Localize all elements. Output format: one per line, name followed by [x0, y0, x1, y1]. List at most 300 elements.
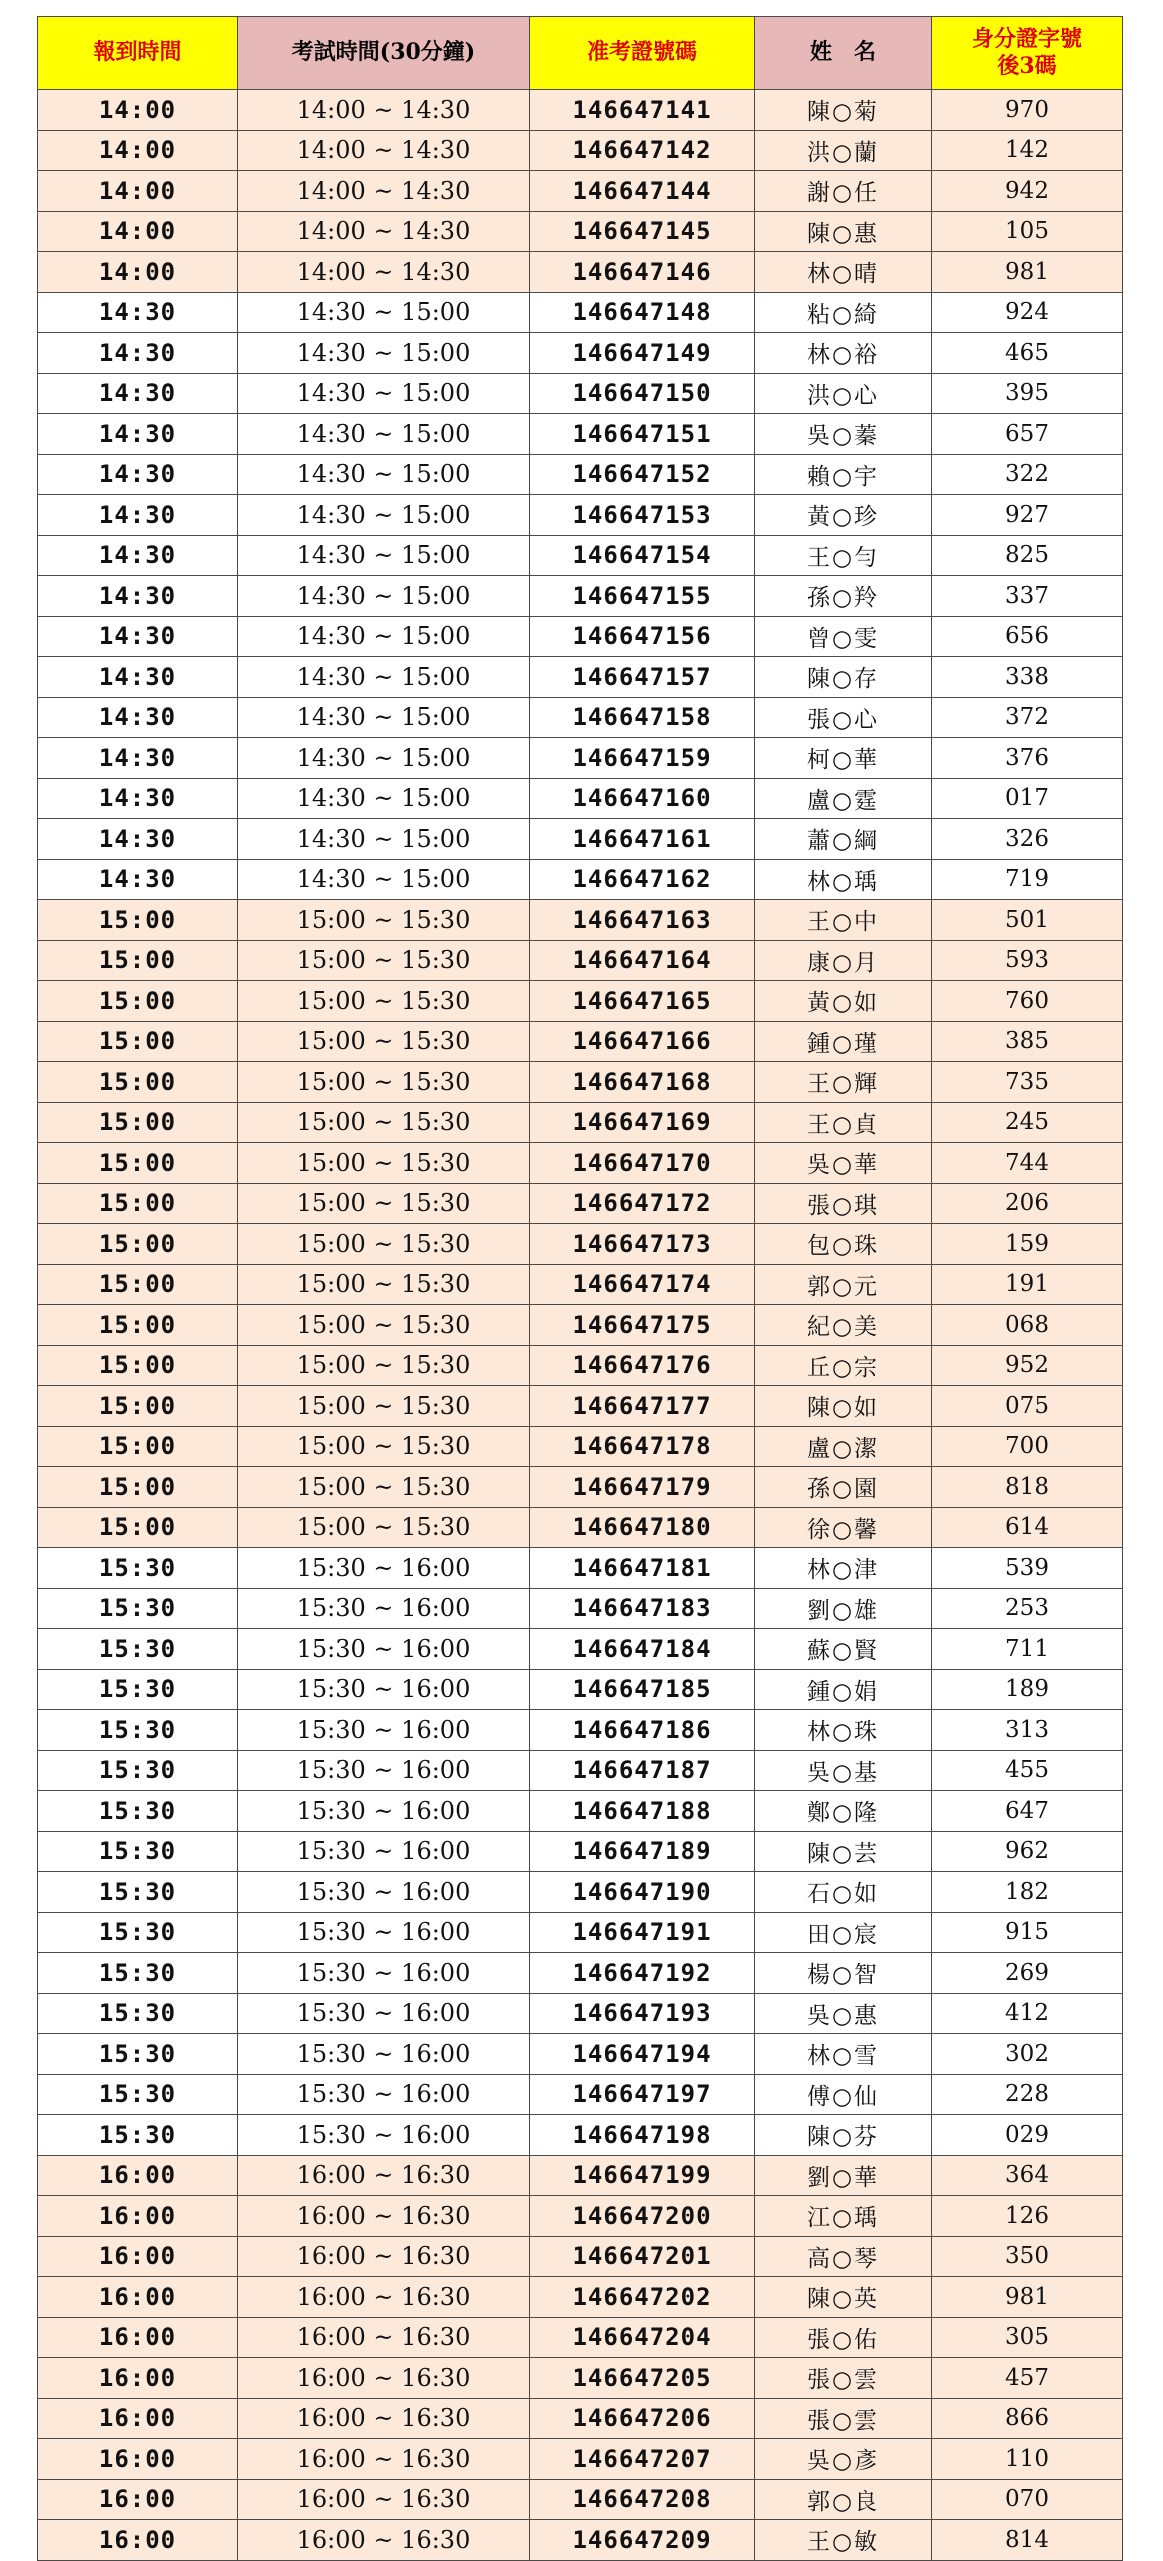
name-cell: 林○裕: [755, 333, 932, 374]
name-cell: 蘇○賢: [755, 1629, 932, 1670]
name-cell: 蕭○綱: [755, 819, 932, 860]
id-last3-cell: 338: [932, 657, 1123, 698]
ticket-number-cell: 146647192: [530, 1953, 755, 1994]
table-row: [38, 2358, 1123, 2399]
table-row: [38, 2398, 1123, 2439]
table-row: [38, 1305, 1123, 1346]
table-row: [38, 2034, 1123, 2075]
table-row: [38, 697, 1123, 738]
report-time-cell: 15:30: [38, 1791, 238, 1832]
ticket-number-cell: 146647151: [530, 414, 755, 455]
ticket-number-cell: 146647207: [530, 2439, 755, 2480]
exam-time-cell: 14:30 ~ 15:00: [238, 333, 530, 374]
id-last3-cell: 326: [932, 819, 1123, 860]
exam-time-cell: 15:00 ~ 15:30: [238, 1224, 530, 1265]
ticket-number-cell: 146647190: [530, 1872, 755, 1913]
report-time-cell: 15:00: [38, 900, 238, 941]
exam-time-cell: 15:30 ~ 16:00: [238, 1993, 530, 2034]
table-row: [38, 738, 1123, 779]
name-cell: 傅○仙: [755, 2074, 932, 2115]
exam-time-cell: 14:30 ~ 15:00: [238, 576, 530, 617]
report-time-cell: 15:00: [38, 981, 238, 1022]
report-time-cell: 16:00: [38, 2236, 238, 2277]
name-cell: 陳○菊: [755, 90, 932, 131]
exam-time-cell: 15:00 ~ 15:30: [238, 1305, 530, 1346]
ticket-number-cell: 146647176: [530, 1345, 755, 1386]
exam-time-cell: 14:00 ~ 14:30: [238, 252, 530, 293]
name-cell: 吳○彥: [755, 2439, 932, 2480]
report-time-cell: 15:30: [38, 2034, 238, 2075]
ticket-number-cell: 146647170: [530, 1143, 755, 1184]
table-row: [38, 1953, 1123, 1994]
ticket-number-cell: 146647179: [530, 1467, 755, 1508]
id-last3-cell: 302: [932, 2034, 1123, 2075]
id-last3-cell: 647: [932, 1791, 1123, 1832]
exam-time-cell: 15:30 ~ 16:00: [238, 2115, 530, 2156]
name-cell: 王○輝: [755, 1062, 932, 1103]
exam-time-cell: 14:30 ~ 15:00: [238, 616, 530, 657]
ticket-number-cell: 146647149: [530, 333, 755, 374]
name-cell: 田○宸: [755, 1912, 932, 1953]
ticket-number-cell: 146647161: [530, 819, 755, 860]
name-cell: 賴○宇: [755, 454, 932, 495]
ticket-number-cell: 146647204: [530, 2317, 755, 2358]
id-last3-cell: 915: [932, 1912, 1123, 1953]
name-cell: 劉○雄: [755, 1588, 932, 1629]
name-cell: 王○勻: [755, 535, 932, 576]
id-last3-cell: 970: [932, 90, 1123, 131]
table-row: [38, 1467, 1123, 1508]
table-row: [38, 2074, 1123, 2115]
id-last3-cell: 962: [932, 1831, 1123, 1872]
ticket-number-cell: 146647177: [530, 1386, 755, 1427]
exam-time-cell: 15:30 ~ 16:00: [238, 1548, 530, 1589]
table-row: [38, 900, 1123, 941]
ticket-number-cell: 146647201: [530, 2236, 755, 2277]
id-last3-cell: 105: [932, 211, 1123, 252]
name-cell: 鍾○瑾: [755, 1021, 932, 1062]
id-last3-cell: 981: [932, 2277, 1123, 2318]
ticket-number-cell: 146647148: [530, 292, 755, 333]
table-row: [38, 1912, 1123, 1953]
report-time-cell: 15:30: [38, 1588, 238, 1629]
exam-time-cell: 14:30 ~ 15:00: [238, 535, 530, 576]
ticket-number-cell: 146647181: [530, 1548, 755, 1589]
name-cell: 丘○宗: [755, 1345, 932, 1386]
exam-time-cell: 15:00 ~ 15:30: [238, 1264, 530, 1305]
name-cell: 黃○珍: [755, 495, 932, 536]
exam-time-cell: 16:00 ~ 16:30: [238, 2196, 530, 2237]
ticket-number-cell: 146647141: [530, 90, 755, 131]
name-cell: 鄭○隆: [755, 1791, 932, 1832]
name-cell: 謝○任: [755, 171, 932, 212]
exam-time-cell: 14:30 ~ 15:00: [238, 657, 530, 698]
ticket-number-cell: 146647209: [530, 2520, 755, 2561]
id-last3-cell: 981: [932, 252, 1123, 293]
id-last3-cell: 385: [932, 1021, 1123, 1062]
ticket-number-cell: 146647199: [530, 2155, 755, 2196]
ticket-number-cell: 146647154: [530, 535, 755, 576]
report-time-cell: 16:00: [38, 2358, 238, 2399]
ticket-number-cell: 146647172: [530, 1183, 755, 1224]
report-time-cell: 14:30: [38, 454, 238, 495]
table-row: [38, 1588, 1123, 1629]
table-row: [38, 1021, 1123, 1062]
header-id-last3-line1: 身分證字號: [971, 25, 1082, 52]
table-row: [38, 1183, 1123, 1224]
name-cell: 孫○羚: [755, 576, 932, 617]
ticket-number-cell: 146647153: [530, 495, 755, 536]
id-last3-cell: 814: [932, 2520, 1123, 2561]
exam-time-cell: 14:30 ~ 15:00: [238, 819, 530, 860]
table-row: [38, 859, 1123, 900]
name-cell: 張○心: [755, 697, 932, 738]
name-cell: 林○晴: [755, 252, 932, 293]
name-cell: 紀○美: [755, 1305, 932, 1346]
exam-time-cell: 16:00 ~ 16:30: [238, 2520, 530, 2561]
exam-time-cell: 14:30 ~ 15:00: [238, 778, 530, 819]
exam-time-cell: 15:30 ~ 16:00: [238, 1588, 530, 1629]
report-time-cell: 14:00: [38, 211, 238, 252]
table-row: [38, 2439, 1123, 2480]
table-row: [38, 1750, 1123, 1791]
table-row: [38, 292, 1123, 333]
exam-time-cell: 15:30 ~ 16:00: [238, 2034, 530, 2075]
exam-time-cell: 16:00 ~ 16:30: [238, 2358, 530, 2399]
exam-schedule-table: [37, 16, 1123, 2561]
report-time-cell: 15:30: [38, 1629, 238, 1670]
report-time-cell: 16:00: [38, 2520, 238, 2561]
exam-time-cell: 15:30 ~ 16:00: [238, 2074, 530, 2115]
exam-time-cell: 15:00 ~ 15:30: [238, 1507, 530, 1548]
header-report-time: 報到時間: [38, 17, 238, 90]
name-cell: 康○月: [755, 940, 932, 981]
report-time-cell: 14:00: [38, 171, 238, 212]
id-last3-cell: 364: [932, 2155, 1123, 2196]
report-time-cell: 15:30: [38, 1669, 238, 1710]
exam-time-cell: 16:00 ~ 16:30: [238, 2277, 530, 2318]
id-last3-cell: 372: [932, 697, 1123, 738]
name-cell: 林○雪: [755, 2034, 932, 2075]
report-time-cell: 15:30: [38, 1872, 238, 1913]
table-row: [38, 171, 1123, 212]
exam-time-cell: 14:30 ~ 15:00: [238, 697, 530, 738]
exam-time-cell: 14:30 ~ 15:00: [238, 414, 530, 455]
report-time-cell: 15:00: [38, 1183, 238, 1224]
name-cell: 楊○智: [755, 1953, 932, 1994]
table-row: [38, 373, 1123, 414]
id-last3-cell: 501: [932, 900, 1123, 941]
table-row: [38, 414, 1123, 455]
table-row: [38, 657, 1123, 698]
id-last3-cell: 322: [932, 454, 1123, 495]
name-cell: 王○敏: [755, 2520, 932, 2561]
exam-time-cell: 15:00 ~ 15:30: [238, 1021, 530, 1062]
exam-time-cell: 15:00 ~ 15:30: [238, 1062, 530, 1103]
table-row: [38, 1426, 1123, 1467]
id-last3-cell: 818: [932, 1467, 1123, 1508]
table-row: [38, 211, 1123, 252]
report-time-cell: 15:00: [38, 1426, 238, 1467]
name-cell: 陳○芸: [755, 1831, 932, 1872]
id-last3-cell: 539: [932, 1548, 1123, 1589]
exam-time-cell: 14:30 ~ 15:00: [238, 292, 530, 333]
table-row: [38, 1507, 1123, 1548]
report-time-cell: 14:30: [38, 373, 238, 414]
report-time-cell: 16:00: [38, 2155, 238, 2196]
report-time-cell: 15:30: [38, 1750, 238, 1791]
ticket-number-cell: 146647165: [530, 981, 755, 1022]
report-time-cell: 15:00: [38, 1224, 238, 1265]
id-last3-cell: 866: [932, 2398, 1123, 2439]
exam-time-cell: 15:00 ~ 15:30: [238, 1386, 530, 1427]
name-cell: 柯○華: [755, 738, 932, 779]
id-last3-cell: 927: [932, 495, 1123, 536]
table-row: [38, 1224, 1123, 1265]
id-last3-cell: 593: [932, 940, 1123, 981]
name-cell: 曾○雯: [755, 616, 932, 657]
ticket-number-cell: 146647186: [530, 1710, 755, 1751]
report-time-cell: 15:00: [38, 1264, 238, 1305]
exam-time-cell: 14:00 ~ 14:30: [238, 130, 530, 171]
report-time-cell: 15:00: [38, 1345, 238, 1386]
name-cell: 王○貞: [755, 1102, 932, 1143]
exam-time-cell: 16:00 ~ 16:30: [238, 2236, 530, 2277]
name-cell: 江○瑀: [755, 2196, 932, 2237]
report-time-cell: 14:00: [38, 130, 238, 171]
report-time-cell: 15:30: [38, 1831, 238, 1872]
table-row: [38, 1791, 1123, 1832]
ticket-number-cell: 146647202: [530, 2277, 755, 2318]
table-row: [38, 2155, 1123, 2196]
exam-time-cell: 15:30 ~ 16:00: [238, 1912, 530, 1953]
exam-time-cell: 14:00 ~ 14:30: [238, 90, 530, 131]
ticket-number-cell: 146647159: [530, 738, 755, 779]
report-time-cell: 15:00: [38, 1305, 238, 1346]
table-row: [38, 535, 1123, 576]
id-last3-cell: 735: [932, 1062, 1123, 1103]
name-cell: 盧○霆: [755, 778, 932, 819]
exam-time-cell: 15:00 ~ 15:30: [238, 1426, 530, 1467]
ticket-number-cell: 146647150: [530, 373, 755, 414]
name-cell: 洪○蘭: [755, 130, 932, 171]
ticket-number-cell: 146647200: [530, 2196, 755, 2237]
report-time-cell: 15:30: [38, 1548, 238, 1589]
exam-time-cell: 15:00 ~ 15:30: [238, 1467, 530, 1508]
report-time-cell: 15:00: [38, 1102, 238, 1143]
name-cell: 包○珠: [755, 1224, 932, 1265]
name-cell: 吳○華: [755, 1143, 932, 1184]
report-time-cell: 15:00: [38, 1507, 238, 1548]
table-row: [38, 1345, 1123, 1386]
table-row: [38, 2520, 1123, 2561]
exam-time-cell: 15:30 ~ 16:00: [238, 1953, 530, 1994]
report-time-cell: 16:00: [38, 2317, 238, 2358]
table-row: [38, 495, 1123, 536]
report-time-cell: 15:30: [38, 1710, 238, 1751]
id-last3-cell: 245: [932, 1102, 1123, 1143]
table-row: [38, 1264, 1123, 1305]
id-last3-cell: 656: [932, 616, 1123, 657]
report-time-cell: 15:00: [38, 1062, 238, 1103]
name-cell: 洪○心: [755, 373, 932, 414]
id-last3-cell: 455: [932, 1750, 1123, 1791]
id-last3-cell: 253: [932, 1588, 1123, 1629]
name-cell: 盧○潔: [755, 1426, 932, 1467]
name-cell: 林○津: [755, 1548, 932, 1589]
table-row: [38, 1548, 1123, 1589]
id-last3-cell: 395: [932, 373, 1123, 414]
name-cell: 黃○如: [755, 981, 932, 1022]
exam-time-cell: 15:30 ~ 16:00: [238, 1669, 530, 1710]
header-id-last3: [932, 17, 1123, 90]
report-time-cell: 14:30: [38, 859, 238, 900]
table-row: [38, 1993, 1123, 2034]
name-cell: 石○如: [755, 1872, 932, 1913]
ticket-number-cell: 146647175: [530, 1305, 755, 1346]
exam-time-cell: 14:00 ~ 14:30: [238, 171, 530, 212]
ticket-number-cell: 146647197: [530, 2074, 755, 2115]
name-cell: 孫○園: [755, 1467, 932, 1508]
id-last3-cell: 126: [932, 2196, 1123, 2237]
name-cell: 粘○綺: [755, 292, 932, 333]
ticket-number-cell: 146647173: [530, 1224, 755, 1265]
id-last3-cell: 313: [932, 1710, 1123, 1751]
table-row: [38, 130, 1123, 171]
ticket-number-cell: 146647208: [530, 2479, 755, 2520]
id-last3-cell: 412: [932, 1993, 1123, 2034]
id-last3-cell: 142: [932, 130, 1123, 171]
table-row: [38, 333, 1123, 374]
ticket-number-cell: 146647174: [530, 1264, 755, 1305]
exam-time-cell: 15:00 ~ 15:30: [238, 1102, 530, 1143]
ticket-number-cell: 146647158: [530, 697, 755, 738]
id-last3-cell: 614: [932, 1507, 1123, 1548]
exam-time-cell: 16:00 ~ 16:30: [238, 2479, 530, 2520]
id-last3-cell: 191: [932, 1264, 1123, 1305]
report-time-cell: 15:30: [38, 1993, 238, 2034]
report-time-cell: 14:30: [38, 576, 238, 617]
report-time-cell: 16:00: [38, 2439, 238, 2480]
ticket-number-cell: 146647152: [530, 454, 755, 495]
report-time-cell: 14:00: [38, 252, 238, 293]
name-cell: 吳○惠: [755, 1993, 932, 2034]
table-row: [38, 2479, 1123, 2520]
name-cell: 高○琴: [755, 2236, 932, 2277]
ticket-number-cell: 146647166: [530, 1021, 755, 1062]
report-time-cell: 15:00: [38, 1143, 238, 1184]
table-row: [38, 981, 1123, 1022]
name-cell: 張○雲: [755, 2358, 932, 2399]
id-last3-cell: 942: [932, 171, 1123, 212]
exam-time-cell: 15:00 ~ 15:30: [238, 1183, 530, 1224]
table-row: [38, 2317, 1123, 2358]
report-time-cell: 14:30: [38, 819, 238, 860]
header-id-last3-line2: 後3碼: [997, 53, 1057, 79]
report-time-cell: 14:30: [38, 495, 238, 536]
name-cell: 張○雲: [755, 2398, 932, 2439]
table-row: [38, 2277, 1123, 2318]
report-time-cell: 14:30: [38, 292, 238, 333]
ticket-number-cell: 146647189: [530, 1831, 755, 1872]
exam-time-cell: 15:30 ~ 16:00: [238, 1831, 530, 1872]
ticket-number-cell: 146647169: [530, 1102, 755, 1143]
exam-time-cell: 14:30 ~ 15:00: [238, 495, 530, 536]
ticket-number-cell: 146647183: [530, 1588, 755, 1629]
name-cell: 徐○馨: [755, 1507, 932, 1548]
exam-time-cell: 15:00 ~ 15:30: [238, 940, 530, 981]
exam-time-cell: 15:30 ~ 16:00: [238, 1710, 530, 1751]
id-last3-cell: 068: [932, 1305, 1123, 1346]
ticket-number-cell: 146647205: [530, 2358, 755, 2399]
id-last3-cell: 182: [932, 1872, 1123, 1913]
table-body: [38, 90, 1123, 2561]
table-row: [38, 1062, 1123, 1103]
ticket-number-cell: 146647160: [530, 778, 755, 819]
ticket-number-cell: 146647164: [530, 940, 755, 981]
name-cell: 林○瑀: [755, 859, 932, 900]
report-time-cell: 15:00: [38, 1467, 238, 1508]
id-last3-cell: 017: [932, 778, 1123, 819]
ticket-number-cell: 146647168: [530, 1062, 755, 1103]
ticket-number-cell: 146647156: [530, 616, 755, 657]
ticket-number-cell: 146647193: [530, 1993, 755, 2034]
report-time-cell: 15:30: [38, 1912, 238, 1953]
table-row: [38, 252, 1123, 293]
id-last3-cell: 657: [932, 414, 1123, 455]
id-last3-cell: 159: [932, 1224, 1123, 1265]
exam-time-cell: 15:30 ~ 16:00: [238, 1629, 530, 1670]
name-cell: 陳○如: [755, 1386, 932, 1427]
id-last3-cell: 924: [932, 292, 1123, 333]
report-time-cell: 14:00: [38, 90, 238, 131]
table-row: [38, 940, 1123, 981]
id-last3-cell: 075: [932, 1386, 1123, 1427]
report-time-cell: 14:30: [38, 778, 238, 819]
name-cell: 陳○存: [755, 657, 932, 698]
id-last3-cell: 376: [932, 738, 1123, 779]
table-row: [38, 1710, 1123, 1751]
report-time-cell: 15:30: [38, 2074, 238, 2115]
name-cell: 鍾○娟: [755, 1669, 932, 1710]
report-time-cell: 14:30: [38, 738, 238, 779]
id-last3-cell: 305: [932, 2317, 1123, 2358]
table-row: [38, 778, 1123, 819]
header-name: 姓 名: [755, 17, 932, 90]
name-cell: 郭○元: [755, 1264, 932, 1305]
ticket-number-cell: 146647162: [530, 859, 755, 900]
id-last3-cell: 952: [932, 1345, 1123, 1386]
report-time-cell: 15:00: [38, 940, 238, 981]
id-last3-cell: 825: [932, 535, 1123, 576]
table-row: [38, 1102, 1123, 1143]
report-time-cell: 14:30: [38, 616, 238, 657]
ticket-number-cell: 146647194: [530, 2034, 755, 2075]
report-time-cell: 14:30: [38, 333, 238, 374]
id-last3-cell: 465: [932, 333, 1123, 374]
exam-time-cell: 14:30 ~ 15:00: [238, 738, 530, 779]
id-last3-cell: 457: [932, 2358, 1123, 2399]
report-time-cell: 16:00: [38, 2277, 238, 2318]
id-last3-cell: 719: [932, 859, 1123, 900]
table-row: [38, 1143, 1123, 1184]
exam-time-cell: 15:00 ~ 15:30: [238, 1345, 530, 1386]
table-row: [38, 1831, 1123, 1872]
name-cell: 吳○蓁: [755, 414, 932, 455]
report-time-cell: 16:00: [38, 2479, 238, 2520]
table-row: [38, 2196, 1123, 2237]
report-time-cell: 16:00: [38, 2398, 238, 2439]
